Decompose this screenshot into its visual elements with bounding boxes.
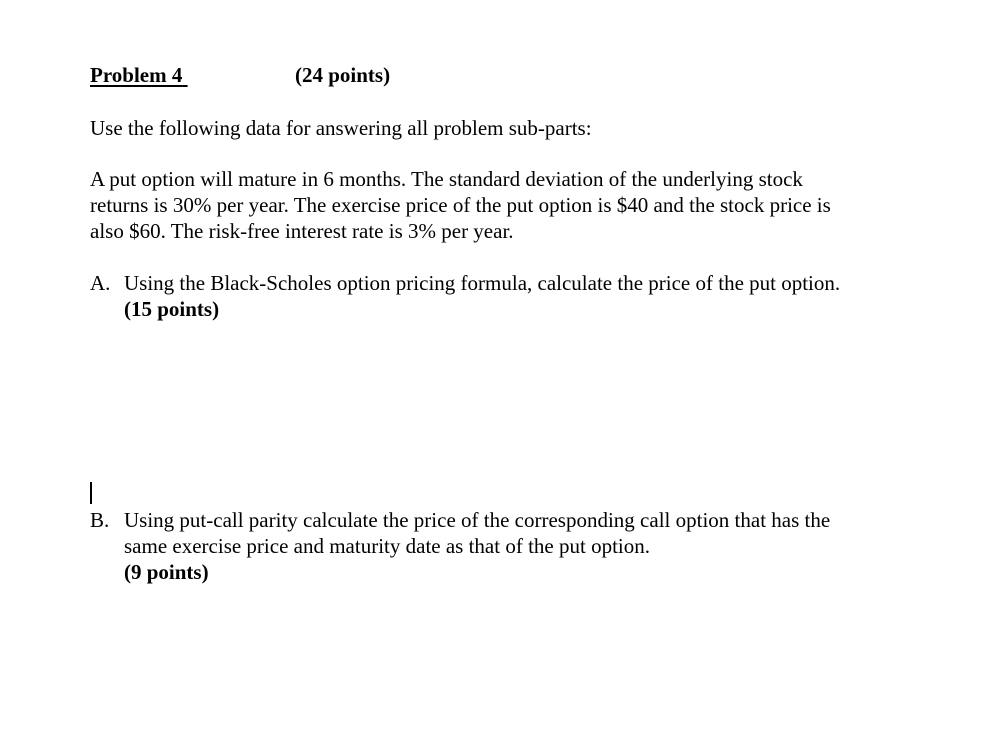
problem-points: (24 points): [295, 63, 391, 87]
problem-title: [90, 62, 188, 88]
text-cursor[interactable]: [90, 482, 92, 504]
part-a-points: (15 points): [124, 297, 220, 321]
part-b-question-line-2: same exercise price and maturity date as that of the put option.: [124, 534, 650, 558]
part-b-points: (9 points): [124, 560, 209, 584]
part-b-question-line-1: Using put-call parity calculate the price of the corresponding call option that has the: [124, 508, 831, 532]
problem-title-text: Problem 4: [90, 63, 183, 87]
data-paragraph-line-3: also $60. The risk-free interest rate is 3% per year.: [90, 219, 514, 243]
data-paragraph-line-1: A put option will mature in 6 months. The standard deviation of the underlying stock: [90, 167, 803, 191]
part-a-question: Using the Black-Scholes option pricing formula, calculate the price of the put option.: [124, 271, 841, 295]
part-a-marker: A.: [90, 271, 111, 295]
data-paragraph-line-2: returns is 30% per year. The exercise price of the put option is $40 and the stock price is: [90, 193, 831, 217]
problem-title-underline-pad: [182, 63, 187, 87]
intro-text: Use the following data for answering all problem sub-parts:: [90, 116, 592, 140]
part-b-marker: B.: [90, 508, 110, 532]
